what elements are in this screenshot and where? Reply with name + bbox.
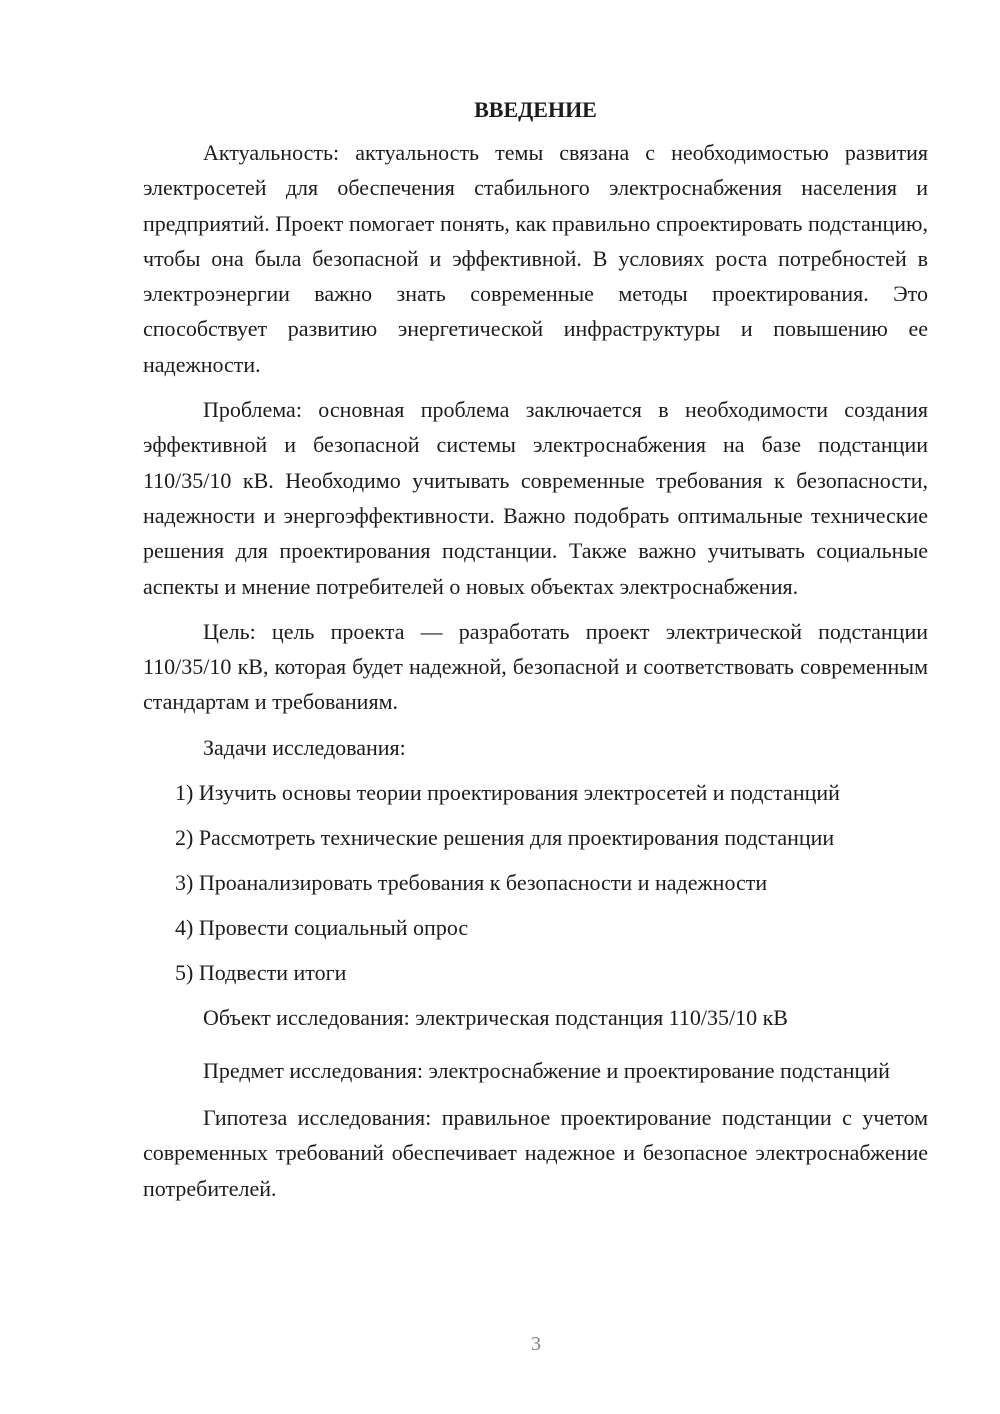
task-item: 3) Проанализировать требования к безопасности и надежности xyxy=(175,869,768,895)
page-title: ВВЕДЕНИЕ xyxy=(474,97,597,122)
problem-paragraph: Проблема: основная проблема заключается в необходимости создания эффективной и безопасной системы электроснабжения на базе подстанции 110/35/10 кВ. Необходимо учитывать современные требования к безопасности, надежности и энергоэффективности. Важно подобрать оптимальные технические решения для проектирования подстанции. Также важно учитывать социальные аспекты и мнение потребителей о новых объектах электроснабжения. xyxy=(143,397,928,599)
task-item: 2) Рассмотреть технические решения для проектирования подстанции xyxy=(175,824,835,850)
hypothesis-paragraph: Гипотеза исследования: правильное проектирование подстанции с учетом современных требований обеспечивает надежное и безопасное электроснабжение потребителей. xyxy=(143,1105,928,1201)
page-content xyxy=(143,92,928,1206)
goal-paragraph: Цель: цель проекта — разработать проект электрической подстанции 110/35/10 кВ, которая будет надежной, безопасной и соответствовать современным стандартам и требованиям. xyxy=(143,618,928,715)
relevance-paragraph: Актуальность: актуальность темы связана с необходимостью развития электросетей для обеспечения стабильного электроснабжения населения и предприятий. Проект помогает понять, как правильно спроектировать подстанцию, чтобы она была безопасной и эффективной. В условиях роста потребностей в электроэнергии важно знать современные методы проектирования. Это способствует развитию энергетической инфраструктуры и повышению ее надежности. xyxy=(143,140,928,377)
page-number: 3 xyxy=(531,1333,541,1355)
task-item: 1) Изучить основы теории проектирования электросетей и подстанций xyxy=(175,779,840,805)
subject-paragraph: Предмет исследования: электроснабжение и проектирование подстанций xyxy=(203,1057,890,1083)
task-item: 5) Подвести итоги xyxy=(175,959,347,985)
object-paragraph: Объект исследования: электрическая подстанция 110/35/10 кВ xyxy=(203,1004,788,1030)
task-item: 4) Провести социальный опрос xyxy=(175,914,469,940)
tasks-heading: Задачи исследования: xyxy=(203,734,406,760)
task-list xyxy=(143,775,928,990)
